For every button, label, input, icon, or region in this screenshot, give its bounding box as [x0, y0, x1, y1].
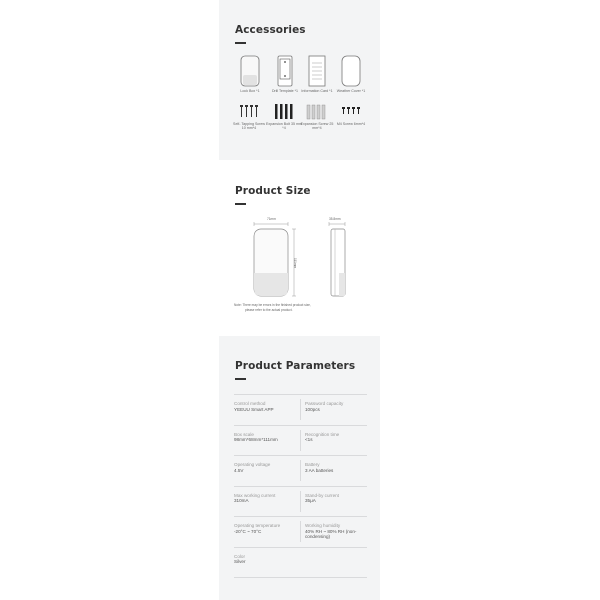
param-label: Working humidity [305, 523, 341, 528]
param-label: Recognition time [305, 431, 340, 437]
weather-cover-icon [341, 55, 361, 87]
column-divider [300, 399, 301, 420]
title-underline [235, 42, 246, 44]
accessory-label: Self- Tapping Screw 10 mm*4 [233, 122, 265, 131]
self-tapping-screw-icon [239, 104, 259, 118]
param-value: -20°C ~ 70°C [234, 528, 262, 534]
accessory-label: M4 Screw 6mm*4 [336, 122, 366, 126]
column-divider [300, 460, 301, 481]
param-value: 35μA [305, 498, 316, 504]
width-dimension: 71mm [267, 217, 276, 221]
accessories-title: Accessories [235, 24, 306, 36]
param-label: Battery [305, 462, 320, 467]
column-divider [300, 430, 301, 451]
param-value: 4.5V [234, 467, 244, 473]
size-note-line1: Note: There may be errors in the finished product size, [234, 303, 311, 307]
accessory-label: Drill Template *1 [271, 89, 299, 93]
table-row [234, 455, 367, 486]
product-parameters-section [219, 336, 380, 600]
product-parameters-title: Product Parameters [235, 360, 356, 372]
drill-template-icon [277, 55, 293, 87]
param-value: YEEUU Smart APP [234, 406, 274, 412]
table-row [234, 425, 367, 456]
param-value: Silver [234, 559, 246, 565]
accessories-section [219, 0, 380, 160]
accessory-label: Weather Cover *1 [336, 89, 366, 93]
product-size-section [219, 161, 380, 336]
height-dimension: 111mm [293, 258, 297, 269]
param-label: Operating voltage [234, 462, 271, 467]
depth-dimension: 35.8mm [329, 217, 341, 221]
m4-screw-icon [341, 106, 361, 116]
lock-box-icon [240, 55, 260, 87]
accessory-label: Expansion Bolt 35 mm *4 [266, 122, 302, 131]
param-label: Stand-by current [305, 492, 339, 498]
param-label: Box scale [234, 431, 254, 437]
table-row [234, 547, 367, 579]
size-note-line2: please refer to the actual product. [245, 308, 293, 312]
param-label: Max working current [234, 492, 276, 498]
title-underline [235, 203, 246, 205]
information-card-icon [308, 55, 326, 87]
accessory-label: Expansion Screw 25 mm*4 [300, 122, 334, 131]
param-value: 98mm*68mm*111mm [234, 437, 278, 443]
side-view-diagram [325, 221, 349, 301]
table-row [234, 394, 367, 425]
param-value: <1s [305, 437, 313, 443]
product-size-title: Product Size [235, 185, 311, 197]
param-value: 3 AA batteries [305, 467, 334, 473]
accessory-label: Information Card *1 [301, 89, 333, 93]
expansion-screw-icon [306, 103, 328, 120]
table-row [234, 486, 367, 517]
param-value: 40% RH ~ 80% RH (non-condensing) [305, 528, 357, 540]
param-value: 100pcs [305, 406, 320, 412]
param-label: Color [234, 553, 245, 559]
param-label: Control method [234, 401, 266, 406]
param-value: 310mA [234, 498, 249, 504]
param-label: Operating temperature [234, 523, 281, 528]
table-row [234, 516, 367, 547]
column-divider [300, 521, 301, 542]
accessory-label: Lock Box *1 [240, 89, 260, 93]
parameters-table [234, 394, 367, 578]
column-divider [300, 491, 301, 512]
expansion-bolt-icon [274, 103, 294, 120]
param-label: Password capacity [305, 401, 344, 406]
title-underline [235, 378, 246, 380]
